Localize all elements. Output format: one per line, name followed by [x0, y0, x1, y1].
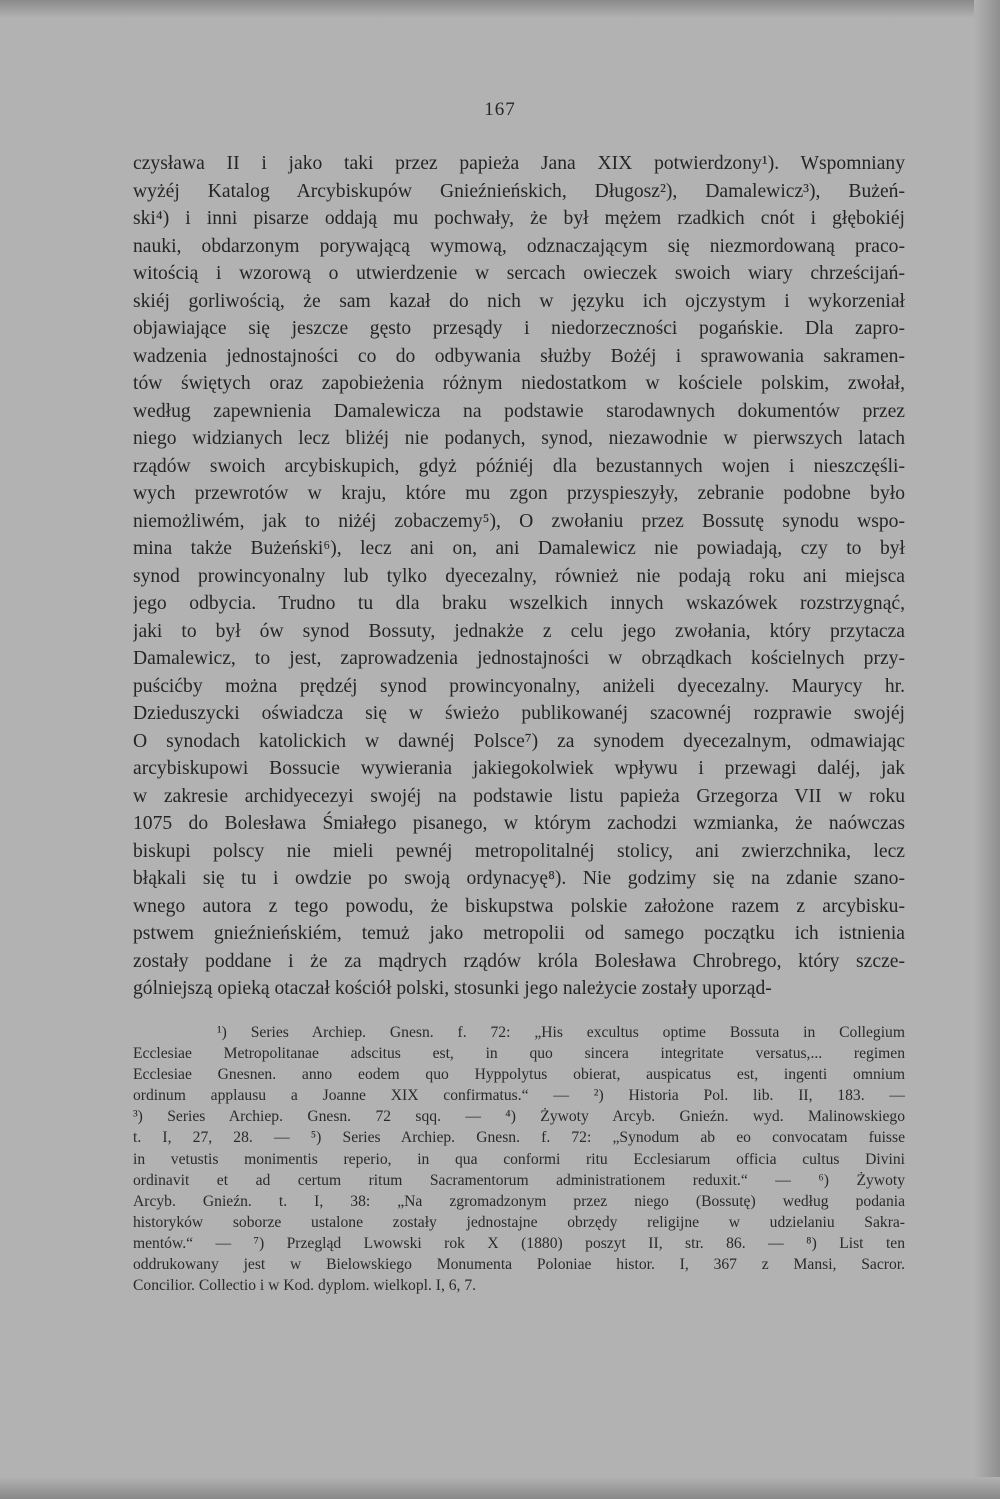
text-line: nauki, obdarzonym porywającą wymową, odznaczającym się niezmordowaną praco- [133, 235, 905, 257]
text-line: według zapewnienia Damalewicza na podstawie starodawnych dokumentów przez [133, 400, 905, 422]
scan-shadow-bottom [0, 1477, 1000, 1499]
text-line: wyżéj Katalog Arcybiskupów Gnieźnieńskich, Długosz²), Damalewicz³), Bużeń- [133, 180, 905, 202]
text-line: czysława II i jako taki przez papieża Jana XIX potwierdzony¹). Wspomniany [133, 153, 905, 174]
footnote-line: t. I, 27, 28. — ⁵) Series Archiep. Gnesn. f. 72: „Synodum ab eo convocatam fuisse [133, 1129, 905, 1147]
text-line: niemożliwém, jak to niżéj zobaczemy⁵), O zwołaniu przez Bossutę synodu wspo- [133, 510, 905, 532]
text-line: wadzenia jednostajności co do odbywania służby Bożéj i sprawowania sakramen- [133, 345, 905, 367]
footnote-line: Concilior. Collectio i w Kod. dyplom. wielkopl. I, 6, 7. [133, 1277, 477, 1295]
text-line: zostały poddane i że za mądrych rządów króla Bolesława Chrobrego, który szcze- [133, 950, 905, 972]
text-line: 1075 do Bolesława Śmiałego pisanego, w którym zachodzi wzmianka, że naówczas [133, 813, 905, 834]
scan-shadow-right [974, 0, 1000, 1499]
text-line: Dzieduszycki oświadcza się w świeżo publikowanéj szacownéj rozprawie swojéj [133, 703, 905, 724]
text-line: puścićby można prędzéj synod prowincyonalny, aniżeli dyecezalny. Maurycy hr. [133, 675, 905, 697]
footnote-line: historyków soborze ustalone zostały jednostajne obrzędy religijne w udzielaniu Sakra- [133, 1213, 905, 1231]
body-text [133, 150, 905, 1003]
text-line: niego widzianych lecz bliżéj nie podanych, synod, niezawodnie w pierwszych latach [133, 428, 905, 449]
footnote-line: Ecclesiae Gnesnen. anno eodem quo Hyppolytus obierat, auspicatus est, ingenti omnium [133, 1066, 905, 1084]
text-line: tów świętych oraz zapobieżenia różnym niedostatkom w kościele polskim, zwołał, [133, 373, 905, 394]
text-line: wych przewrotów w kraju, które mu zgon przyspieszyły, zebranie podobne było [133, 483, 905, 504]
text-line: objawiające się jeszcze gęsto przesądy i niedorzeczności pogańskie. Dla zapro- [133, 318, 905, 339]
footnote-line: ³) Series Archiep. Gnesn. 72 sqq. — ⁴) Żywoty Arcyb. Gnieźn. wyd. Malinowskiego [133, 1108, 905, 1126]
text-line: błąkali się tu i owdzie po swoją ordynacyę⁸). Nie godzimy się na zdanie szano- [133, 868, 905, 889]
text-line: pstwem gnieźnieńskiém, temuż jako metropolii od samego początku ich istnienia [133, 923, 905, 944]
text-line: gólniejszą opieką otaczał kościół polski, stosunki jego należycie zostały uporząd- [133, 978, 772, 999]
text-line: w zakresie archidyecezyi swojéj na podstawie listu papieża Grzegorza VII w roku [133, 785, 905, 807]
footnote-line: mentów.“ — ⁷) Przegląd Lwowski rok X (1880) poszyt II, str. 86. — ⁸) List ten [133, 1234, 905, 1252]
text-line: skiéj gorliwością, że sam kazał do nich w języku ich ojczystym i wykorzeniał [133, 290, 905, 312]
text-line: biskupi polscy nie mieli pewnéj metropolitalnéj stolicy, ani zwierzchnika, lecz [133, 840, 905, 862]
text-line: rządów swoich arcybiskupich, gdyż późniéj dla bezustannych wojen i nieszczęśli- [133, 455, 905, 477]
footnote-line: ¹) Series Archiep. Gnesn. f. 72: „His excultus optime Bossuta in Collegium [217, 1024, 905, 1041]
text-line: synod prowincyonalny lub tylko dyecezalny, również nie podają roku ani miejsca [133, 565, 905, 587]
page-number: 167 [484, 99, 516, 120]
footnote-line: ordinavit et ad certum ritum Sacramentorum administrationem reduxit.“ — ⁶) Żywoty [133, 1171, 905, 1189]
footnote-line: in vetustis monimentis reperio, in qua conformi ritu Ecclesiarum officia cultus Divini [133, 1150, 905, 1168]
scan-shadow-top [0, 0, 1000, 18]
footnote-line: Ecclesiae Metropolitanae adscitus est, in quo sincera integritate versatus,... regimen [133, 1045, 905, 1063]
text-line: jego odbycia. Trudno tu dla braku wszelkich innych wskazówek rozstrzygnąć, [133, 593, 905, 614]
text-line: arcybiskupowi Bossucie wywierania jakiegokolwiek wpływu i przewagi daléj, jak [133, 758, 905, 779]
text-line: Damalewicz, to jest, zaprowadzenia jednostajności w obrządkach kościelnych przy- [133, 648, 905, 669]
footnotes [133, 1022, 905, 1296]
footnote-line: ordinum applausu a Joanne XIX confirmatus.“ — ²) Historia Pol. lib. II, 183. — [133, 1087, 905, 1105]
text-line: jaki to był ów synod Bossuty, jednakże z celu jego zwołania, który przytacza [133, 620, 905, 642]
footnote-line: Arcyb. Gnieźn. t. I, 38: „Na zgromadzonym przez niego (Bossutę) według podania [133, 1192, 905, 1210]
text-line: mina także Bużeński⁶), lecz ani on, ani Damalewicz nie powiadają, czy to był [133, 538, 905, 559]
text-line: ski⁴) i inni pisarze oddają mu pochwały, że był mężem rzadkich cnót i głębokiéj [133, 208, 905, 229]
text-line: O synodach katolickich w dawnéj Polsce⁷) za synodem dyecezalnym, odmawiając [133, 730, 905, 752]
footnote-line: oddrukowany jest w Bielowskiego Monumenta Poloniae histor. I, 367 z Mansi, Sacror. [133, 1256, 905, 1274]
text-line: wnego autora z tego powodu, że biskupstwa polskie założone razem z arcybisku- [133, 895, 905, 917]
text-line: witością i wzorową o utwierdzenie w sercach owieczek swoich wiary chrześcijań- [133, 263, 905, 284]
